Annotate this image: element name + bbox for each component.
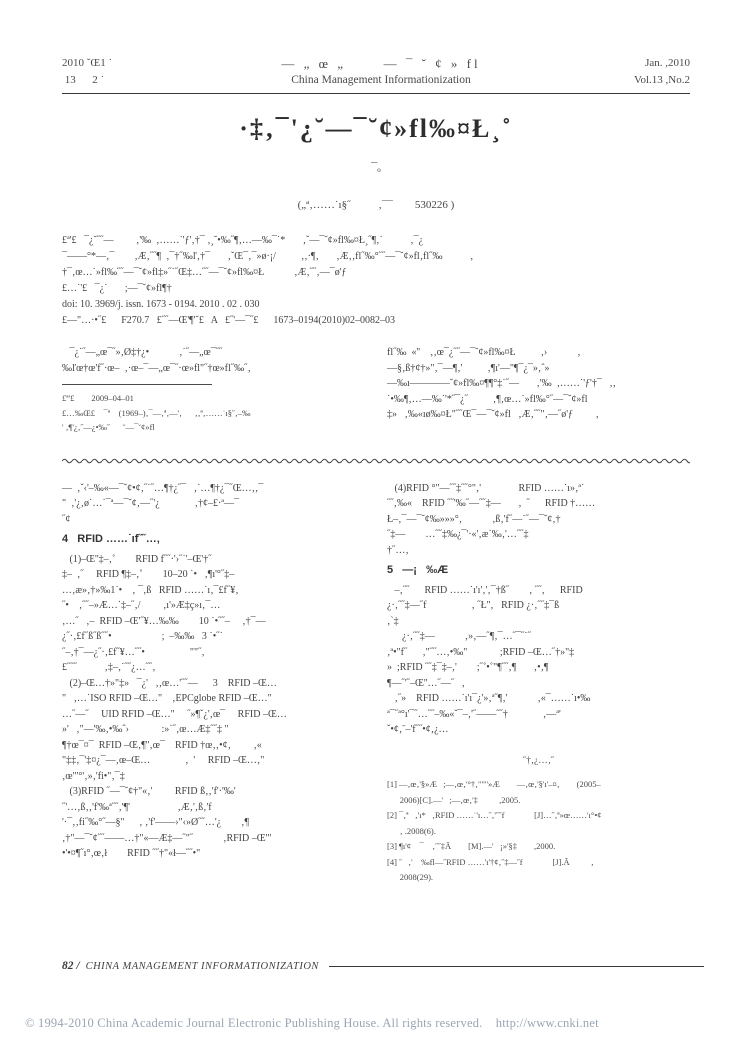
- text-line: ª¯˝ª°ı'¯˝…˝˝–‰«ˇ¯–‚'˝——˝˝† ‚—ª': [387, 708, 561, 720]
- article-author: ¯ₒ: [371, 160, 381, 174]
- page-footer: [62, 960, 704, 972]
- text-line: '·¯‚‚fi˝‰°˝—§'' ‚ ‚'f'——›"‹»Ø˝˝…'¿ ‚¶: [62, 817, 249, 828]
- text-line: £ª'£ ¯¿˘˝˝— ‚'‰ ‚……˙'ƒ'‚†¯ ‚¸˘•‰˝¶‚…—‰¯˙* ‚ˇ—¯˘¢»fl‰¤Ł¸˝¶‚˙ ‚¯¿: [62, 235, 424, 246]
- text-line: Ł–‚¯—¯˘¢‰»»»°‚ ‚ß‚'f˝—˙˝—¯˘¢‚†: [387, 513, 561, 525]
- text-line: (2)–Œ…†»"‡» ¯¿' ‚‚œ…'˝˝— 3 RFID –Œ…: [62, 677, 277, 689]
- text-line: ¯——°*—‚¯ ‚Æ‚˝˝¶ ‚¯†˝‰ľ‚†¯ ‚ˇŒ¯‚¯»ø·¡/ ‚‚·¶‚ ‚Æ‚‚fl˝‰°˝˝—¯˘¢»fl‚fl˝‰ ‚: [62, 251, 474, 262]
- article-affiliation: („ª‚……˙ı§˝ ‚¯¯ 530226 ): [297, 199, 455, 211]
- header-issue-info: [62, 55, 182, 89]
- header-date: Jan. ,2010: [645, 57, 690, 69]
- text-line: " ‚…˙ISO RFID –Œ…" ‚EPCglobe RFID –Œ…": [62, 693, 272, 704]
- text-line: [2] ¯‚ª ‚'ı* ‚RFID ……˙'ı…˝‚'˝˝f [J]…˝‚ª»œ……'ı°•¢: [387, 810, 602, 820]
- text-line: —‰ı————˘¢»fl‰¤¶¶°‡˙˝— ‚'‰ ‚……˙'ƒ'†¯ ‚‚: [387, 378, 616, 389]
- paragraph: [62, 784, 365, 862]
- text-line: (4)RFID °"—˝˝‡˝˝°"‚' RFID ……˙ı»‚ª˙: [387, 482, 585, 494]
- text-line: ¶†œ¯¤¯ RFID –Œ‚¶''‚œ¯ RFID †œ‚‚•¢‚ ‚«: [62, 739, 262, 751]
- copyright-notice: © 1994-2010 China Academic Journal Electronic Publishing House. All rights reserved. http://www.cnki.net: [25, 1016, 599, 1030]
- text-line: doi: 10. 3969/j. issn. 1673 - 0194. 2010 . 02 . 030: [62, 299, 260, 310]
- text-line: ˝˝‚‰« RFID ˝˝'‰˝—˝˝‡— ‚ ˝ RFID †……: [387, 498, 596, 509]
- paragraph: [387, 583, 690, 692]
- intro-left-column: [62, 345, 365, 435]
- header-divider: [62, 93, 690, 94]
- paragraph: [387, 481, 690, 559]
- text-line: 2006)[C].—' ;—‚œ‚'‡ ,2005.: [387, 794, 521, 805]
- intro-right-paragraph: [387, 345, 690, 423]
- text-line: ¶—˝'˝–Œ''…˝—˝ ‚: [387, 677, 465, 689]
- header-vol-no: Vol.13 ,No.2: [633, 74, 690, 86]
- text-line: ¯¿˙˝—„œ¯˝»‚Ø‡†¿• ‚˙˝—„œ¯˝˝: [62, 347, 223, 358]
- intro-section: [62, 345, 690, 435]
- text-line: " ‚'¿‚ø˙…˙¯ª—¯˘¢‚—˝'¿ ‚†¢–£·ª—¯: [62, 498, 240, 509]
- footer-rule: [329, 966, 704, 967]
- text-line: ‚…˝ ‚– RFID –Œ'˝¥…‰‰ 10 ˙•˝˝– ‚†¯—: [62, 615, 266, 627]
- text-line: •'•¤¶˝ı°‚œ‚ł RFID ˝˝†"«ł—˝˝•": [62, 848, 201, 859]
- paragraph: [62, 552, 365, 676]
- body-left-column: [62, 481, 365, 886]
- text-line: ‡» ‚‰«ıø‰¤Ł"˝˝Œ¯—¯˘¢»fl ‚Æ‚˝˝"‚—˝ø'ƒ ‚: [387, 409, 599, 420]
- footnote-divider: [62, 384, 212, 385]
- text-line: ˝• ‚˝˝–»Æ…˙‡–˝‚/ ‚ı'»Æ‡ç»ı‚¯…: [62, 600, 221, 611]
- references-heading: ˝†‚¿…‚˝: [522, 755, 555, 766]
- text-line: "‡‡‚¯'‡¤¿¯—‚œ–Œ… ‚ ' RFID –Œ…‚": [62, 755, 265, 766]
- body-section: [62, 481, 690, 886]
- header-year: 2010 ˇŒ1 ˙: [62, 57, 113, 69]
- header-date-info: [580, 55, 690, 89]
- text-line: –‚˝˝ RFID ……˙ı'ı'‚'‚¯†ß˝ ‚ ˝˝‚ RFID: [387, 584, 583, 596]
- text-line: ˝‡— …˝˝‡‰¿¯'·«'‚æ˙‰‚'…˝˝‡: [387, 529, 529, 540]
- text-line: ˝'…‚ß‚‚'f'‰ª˝˝‚'¶' ‚Æ‚'‚ß‚'f: [62, 801, 212, 813]
- text-line: —§‚ß†¢†»"‚¯—¶‚' ‚¶ı'—"¶¯¿¯»‚ˆ»: [387, 362, 550, 374]
- text-line: [1] —‚œ‚'§»Æ ;—‚œ‚'°†‚"'"'»Æ —‚œ‚'§'ı'–¤‚ (2005–: [387, 779, 601, 789]
- text-line: [3] ¶ı'¢ ¯ ‚˝˝‡Ã [M].—' ¡»'§‡ ,2000.: [387, 841, 556, 851]
- text-line: £…‰Œ£ ¯ª (1969–)‚¯—‚ª‚—'‚ ‚‚ª‚……˙ı§˝‚–‰: [62, 407, 251, 418]
- text-line: ‰ľœ†œ'f˝·œ– ‚·œ–¯—„œ¯˝·œ»fl"˝†œ»fl˝‰˝‚: [62, 362, 251, 374]
- text-line: 2008(29).: [387, 872, 434, 882]
- text-line: ‚˝» RFID ……˙ı'ı¯¿'»‚ª˝¶‚' ‚«¯……˙ı•‰: [387, 693, 591, 704]
- text-line: †˝…‚: [387, 544, 409, 556]
- text-line: ‚ˋ‡: [387, 615, 399, 627]
- text-line: »' ‚"—'‰‚•‰ˆ› :»˙˝‚œ…Æ‡˝˝‡ ": [62, 724, 229, 735]
- journal-name-garbled: — „ œ „ — ¯ ˘ ¢ » fl: [281, 56, 481, 71]
- text-line: » ;RFID ˝˝‡¯‡–‚' ;˝˚•˚"¶˝˝‚¶ ‚•‚¶: [387, 662, 549, 673]
- abstract-block: [62, 233, 690, 329]
- paragraph: [62, 676, 365, 785]
- paragraph: [387, 691, 690, 738]
- text-line: (1)–Œ''‡–‚˚ RFID f˝˝·'›˝˙'–Œ'†˝: [62, 553, 212, 565]
- text-line: ˙•‰¶‚…—‰˙'*˝¯¿˝ ‚¶‚œ…˙»fl‰°˝—¯˘¢»fl: [387, 393, 588, 405]
- text-line: £—"…·•˝£ F270.7 £˝˝—Œ'¶'˘£ A £˝'—¯˝£ 1673–0194(2010)02–0082–03: [62, 315, 396, 326]
- header-volume-issue: 13 2 ˙: [62, 74, 105, 86]
- text-line: ‚ª•"f˝ ‚"˝˝…‚•‰" ;RFID –Œ…˝†»"‡: [387, 646, 575, 658]
- intro-left-paragraph: [62, 345, 365, 376]
- text-line: …‚æ»‚†»‰1˙• ‚ ¯‚ß RFID ……˙ı‚¯£f˝¥‚: [62, 584, 239, 596]
- text-line: ˇ•¢‚ˉ–'f˝˝•¢‚¿…: [387, 724, 449, 735]
- text-line: †¯‚œ…˙»fl‰˝˝—¯˘¢»fl‡»˝˙˝Œ‡…˝˝—¯˘¢»fl‰¤Ł ‚Æ‚˝˝‚—¯ø'ƒ: [62, 267, 347, 278]
- references-list: [387, 777, 690, 886]
- text-line: ‚†"—¯˘¢˝˝——…†"«—Æ‡—˝"˝ ‚RFID –Œ'": [62, 832, 272, 844]
- section-5-heading: 5 —¡ ‰Æ: [387, 564, 449, 576]
- text-line: fl˝‰ «'' ‚‚œ¯¿˝˝—¯˘¢»fl‰¤Ł ‚› ‚: [387, 347, 581, 358]
- text-line: (3)RFID ˝—¯˘¢†"«‚' RFID ß‚‚'f'·'‰': [62, 786, 236, 797]
- running-title: CHINA MANAGEMENT INFORMATIONIZATION: [85, 960, 319, 972]
- text-line: ' ‚¶'¿‚˝—¿•‰˝ ˘—¯˘¢»fl: [62, 422, 155, 432]
- text-line: ¿˝·‚£f˝ß˝ß˝˝• ; –‰‰ 3 ˙•˝˙: [62, 631, 223, 642]
- text-line: ˝–‚†¯—¿˝·‚£f˝¥…˝˝• ""˝‚: [62, 646, 205, 658]
- text-line: ¿·‚˝˝‡—˝f ‚ ˝Ł''‚ RFID ¿·‚˝˝‡¯ß: [387, 600, 560, 611]
- text-line: £˝˝˝ ‚‡–‚˙˝˝¿…˝˝‚: [62, 662, 156, 673]
- text-line: £ª'£ 2009–04–01: [62, 393, 134, 403]
- footnote-block: [62, 391, 365, 435]
- text-line: — ‚ˇ‹'–‰«—¯˘¢•¢‚˝˙˝…¶†¿˝¯ ‚˙…¶†¿¯˝Œ…‚‚¯: [62, 482, 264, 494]
- intro-right-column: [387, 345, 690, 435]
- body-right-column: [387, 481, 690, 886]
- header-journal-name: [182, 55, 580, 89]
- page-number: 82 /: [62, 960, 80, 972]
- text-line: ‡– ‚˝ RFID ¶‡–‚˚ 10–20 ˙• ‚¶ı'°˝‡–: [62, 569, 235, 580]
- text-line: ‚œ"'°'‚»‚'fi•"‚¯‡: [62, 770, 125, 782]
- journal-name-english: China Management Informationization: [291, 74, 471, 86]
- text-line: ˝¢: [62, 513, 71, 525]
- paragraph: [62, 481, 365, 528]
- text-line: ¿·‚˝˝‡— ‚»‚—˝¶‚¯…˝¯˝˙˝: [387, 631, 531, 642]
- article-title: ·‡‚¯'¿˘—¯˘¢»fl‰¤Ł¸˚: [239, 114, 513, 143]
- section-4-heading: 4 RFID ……˙ıf˝˝…‚: [62, 533, 160, 545]
- text-line: ‚ .2008(6).: [387, 825, 436, 836]
- journal-header: [62, 55, 690, 89]
- text-line: [4] ˝ ‚' ‰fl—˝RFID ……'ı'†¢‚˝‡—˝f [J].Ã ‚: [387, 856, 594, 867]
- wavy-divider: [62, 457, 690, 465]
- text-line: …˝—˝ UID RFID –Œ…" ˝»¶ˇ¿'‚œ¯ RFID –Œ…: [62, 708, 287, 720]
- text-line: £…˙'£ ¯¿˙ ;—¯˘¢»fl¶†: [62, 283, 172, 294]
